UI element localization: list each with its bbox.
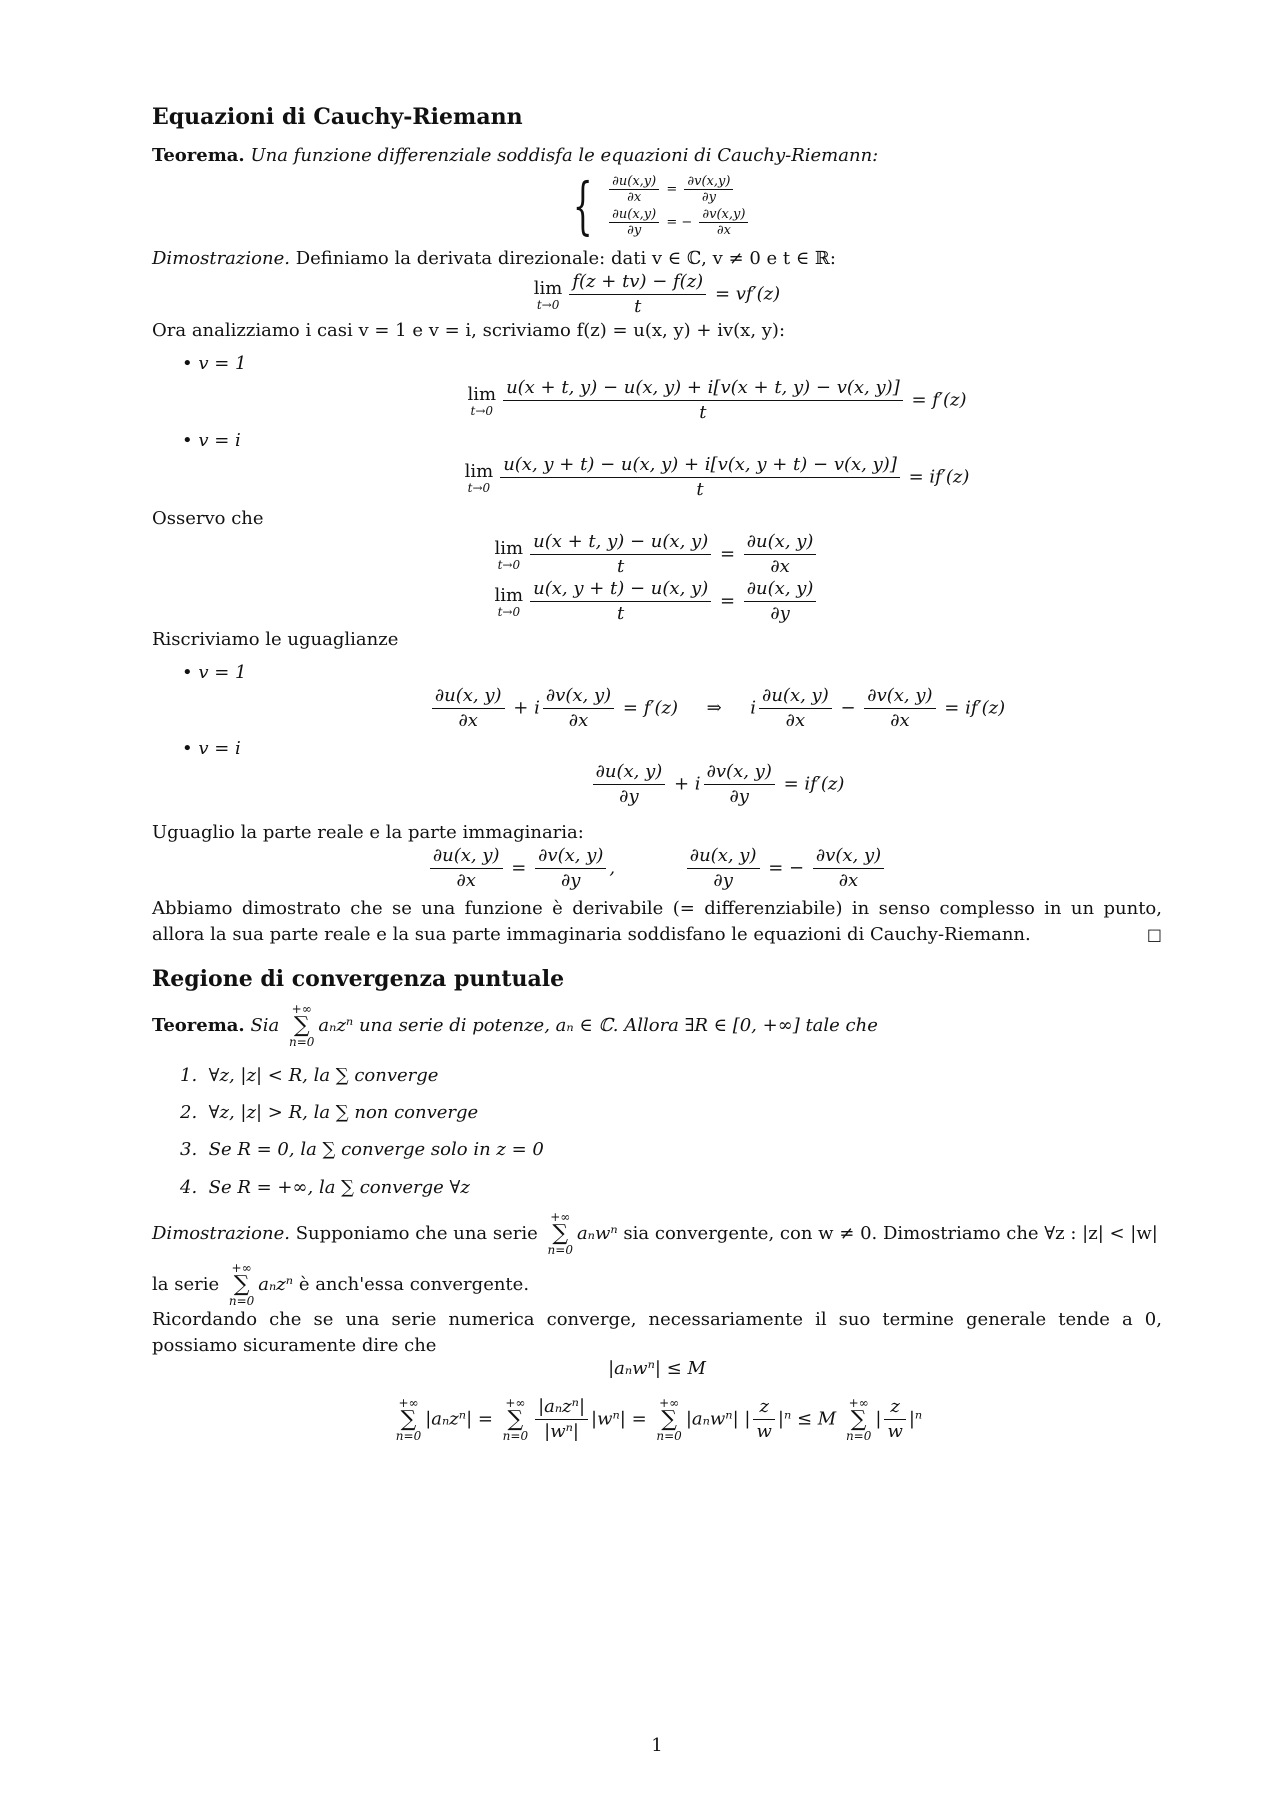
- directional-derivative-formula: lim t→0 $\frac{f(z + tv) - f(z)}{t}$ = vf′(z): [533, 271, 781, 317]
- proof-intro-text: Definiamo la derivata direzionale: dati v ∈ ℂ, v ≠ 0 e t ∈ ℝ:: [295, 248, 836, 269]
- theorem-text: Una funzione differenziale soddisfa le equazioni di Cauchy-Riemann:: [250, 145, 879, 166]
- page-number: 1: [651, 1735, 663, 1756]
- theorem-1: [152, 143, 1162, 169]
- list-item: 1. ∀z, |z| < R, la ∑ converge: [180, 1065, 439, 1086]
- qed-symbol: □: [1146, 925, 1162, 944]
- equate-text: Uguaglio la parte reale e la parte immaginaria:: [152, 822, 584, 843]
- section-title-cauchy-riemann: Equazioni di Cauchy-Riemann: [152, 104, 523, 130]
- limit-case-1: lim t→0 $\frac{u(x + t, y) - u(x, y) + i[v(x + t, y) - v(x, y)]}{t}$ = f′(z): [467, 377, 967, 423]
- rewrite-formula-1: $\frac{\partial u(x, y)}{\partial x}$ + i $\frac{\partial v(x, y)}{\partial x}$ = f′(z) ⇒ i $\frac{\partial u(x, y)}{\partial x}$ − $\frac{\partial v(x, y)}{\partial x}$ = if′(z): [212, 684, 1222, 733]
- bullet-rewrite-2: • v = i: [182, 738, 241, 759]
- theorem-label: Teorema.: [152, 145, 245, 166]
- proof-intro: [152, 246, 1162, 272]
- theorem-2-label: Teorema.: [152, 1015, 245, 1036]
- theorem-2: Teorema. Sia +∞ ∑ n=0 aₙzⁿ una serie di potenze, aₙ ∈ ℂ. Allora ∃R ∈ [0, +∞] tale che: [152, 1002, 878, 1049]
- cauchy-riemann-system: { $\frac{\partial u(x,y)}{\partial x}$ = $\frac{\partial v(x,y)}{\partial y}$ $\frac{\partial u(x,y)}{\partial y}$ = − $\frac{\partial v(x,y)}{\partial x}$: [152, 172, 1162, 240]
- rewrite-text: Riscriviamo le uguaglianze: [152, 629, 399, 650]
- section-title-convergence: Regione di convergenza puntuale: [152, 966, 565, 992]
- document-page: [152, 0, 1162, 1811]
- cauchy-riemann-result: $\frac{\partial u(x, y)}{\partial x}$ = $\frac{\partial v(x, y)}{\partial y}$ , $\frac{\partial u(x, y)}{\partial y}$ = − $\frac{\partial v(x, y)}{\partial x}$: [152, 844, 1162, 893]
- bullet-rewrite-1: • v = 1: [182, 662, 247, 683]
- proof-2-line-1: Dimostrazione. Supponiamo che una serie +∞ ∑ n=0 aₙwⁿ sia convergente, con w ≠ 0. Dimostriamo che ∀z : |z| < |w|: [152, 1210, 1158, 1257]
- list-item: 4. Se R = +∞, la ∑ converge ∀z: [180, 1177, 470, 1198]
- limit-case-2: lim t→0 $\frac{u(x, y + t) - u(x, y) + i[v(x, y + t) - v(x, y)]}{t}$ = if′(z): [464, 454, 970, 500]
- partial-limit-x: lim t→0 $\frac{u(x + t, y) - u(x, y)}{t}$ = $\frac{\partial u(x, y)}{\partial x}$: [152, 530, 1162, 579]
- rewrite-formula-2: $\frac{\partial u(x, y)}{\partial y}$ + i $\frac{\partial v(x, y)}{\partial y}$ = if′(z): [212, 760, 1222, 809]
- recall-text: Ricordando che se una serie numerica converge, necessariamente il suo termine generale tende a 0, possiamo sicuramente dire che: [152, 1309, 1162, 1356]
- partial-limit-y: lim t→0 $\frac{u(x, y + t) - u(x, y)}{t}$ = $\frac{\partial u(x, y)}{\partial y}$: [152, 577, 1162, 626]
- conclusion-text: Abbiamo dimostrato che se una funzione è derivabile (= differenziabile) in senso complesso in un punto, allora la sua parte reale e la sua parte immaginaria soddisfano le equazioni di Cauchy-Riemann.: [152, 898, 1162, 945]
- bullet-case-1: • v = 1: [182, 353, 247, 374]
- brace-symbol: {: [572, 169, 593, 242]
- bound-formula: |aₙwⁿ| ≤ M: [608, 1358, 706, 1379]
- list-item: 3. Se R = 0, la ∑ converge solo in z = 0: [180, 1139, 544, 1160]
- cases-intro: Ora analizziamo i casi v = 1 e v = i, scriviamo f(z) = u(x, y) + iv(x, y):: [152, 320, 786, 341]
- series-bound-formula: +∞ ∑ n=0 |aₙzⁿ| = +∞ ∑ n=0 $\frac{\text{|aₙzⁿ|}}{\text{|wⁿ|}}$ |wⁿ| = +∞ ∑ n=0 |aₙwⁿ| | $\frac{z}{w}$ |ⁿ ≤ M +∞ ∑ n=0 | $\frac{z}{w}$ |ⁿ: [395, 1395, 923, 1443]
- list-item: 2. ∀z, |z| > R, la ∑ non converge: [180, 1102, 479, 1123]
- bullet-case-2: • v = i: [182, 430, 241, 451]
- observe-text: Osservo che: [152, 508, 264, 529]
- proof-2-line-2: la serie +∞ ∑ n=0 aₙzⁿ è anch'essa convergente.: [152, 1261, 530, 1308]
- proof-label: Dimostrazione.: [152, 248, 290, 269]
